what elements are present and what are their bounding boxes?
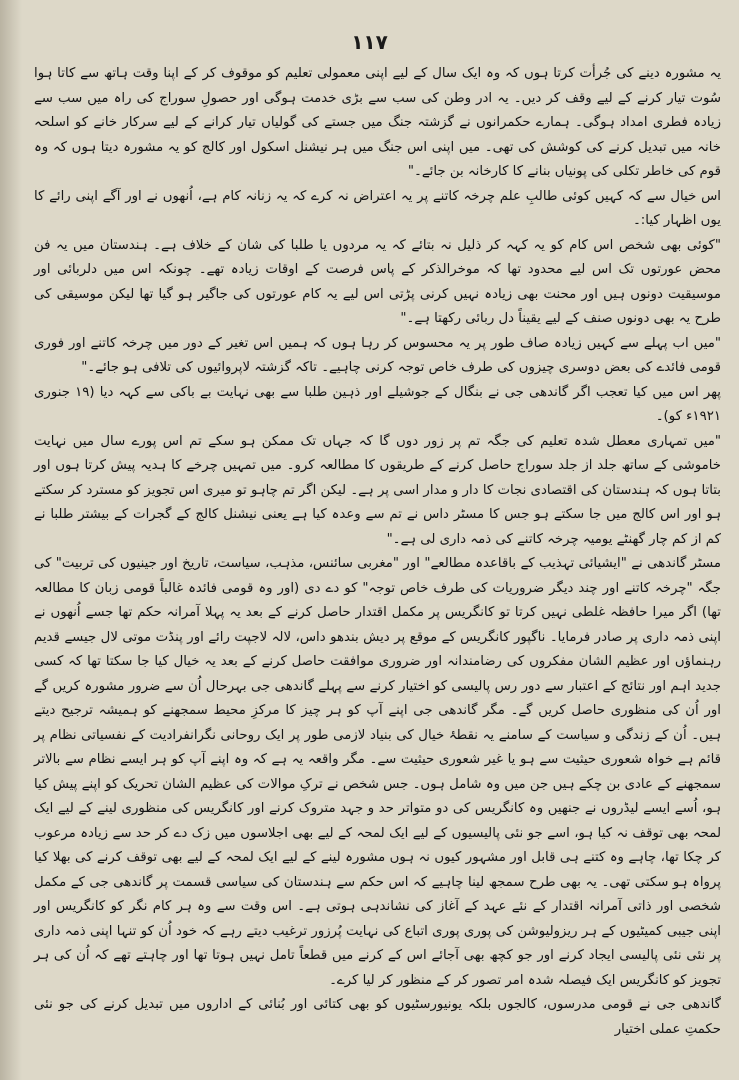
paragraph-3: "کوئی بھی شخص اس کام کو یہ کہہ کر ذلیل نہ بتائے کہ یہ مردوں یا طلبا کی شان کے خلاف ہے۔ ہندستان میں یہ فن محض عورتوں تک اس لیے محدود تھا کہ موخرالذکر کے پاس فرصت کے اوقات زیادہ تھے۔ چونکہ اس میں دلربائی اور موسیقیت دونوں ہیں اور محنت بھی زیادہ نہیں کرنی پڑتی اس لیے یہ کام عورتوں کی جاگیر ہو گیا تھا لیکن موسیقی کی طرح یہ بھی دونوں صنف کے لیے یقیناً دل ربائی رکھتا ہے۔" <box>34 237 721 326</box>
paragraph-8: گاندھی جی نے قومی مدرسوں، کالجوں بلکہ یونیورسٹیوں کو بھی کتائی اور بُنائی کے اداروں میں تبدیل کرنے کی جو نئی حکمتِ عملی اختیار <box>34 997 721 1037</box>
paragraph-1: یہ مشورہ دینے کی جُرأت کرتا ہوں کہ وہ ایک سال کے لیے اپنی معمولی تعلیم کو موقوف کر کے اپنا وقت ہاتھ سے کاتا ہوا سُوت تیار کرنے کے لیے وقف کر دیں۔ یہ ادر وطن کی سب سے بڑی خدمت ہوگی اور حصولِ سوراج کی راہ میں سب سے زیادہ فطری امداد ہوگی۔ ہمارے حکمرانوں نے گزشتہ جنگ میں جستے کی گولیاں تیار کرانے کے لیے سرکار خانے کو اسلحہ خانہ میں تبدیل کرنے کی کوشش کی تھی۔ میں اپنی اس جنگ میں ہر نیشنل اسکول اور کالج کو یہ مشورہ دیتا ہوں کہ وہ قوم کی خاطر تکلی کی پونیاں بنانے کا کارخانہ بن جائے۔" <box>34 66 721 179</box>
paragraph-6: "میں تمہاری معطل شدہ تعلیم کی جگہ تم پر زور دوں گا کہ جہاں تک ممکن ہو سکے تم اس پورے سال میں نہایت خاموشی کے ساتھ جلد از جلد سوراج حاصل کرنے کے طریقوں کا مطالعہ کرو۔ میں تمہیں چرخے کا ہدیہ پیش کرتا ہوں اور بتاتا ہوں کہ ہندستان کی اقتصادی نجات کا دار و مدار اسی پر ہے۔ لیکن اگر تم چاہو تو میری اس تجویز کو مسترد کر سکتے ہو اور اس کالج میں جا سکتے ہو جس کا مسٹر داس نے تم سے وعدہ کیا ہے یعنی نیشنل کالج کے گجرات کے بیشتر طلبا نے کم از کم چار گھنٹے یومیہ چرخہ کاتنے کی ذمہ داری لی ہے۔" <box>34 433 721 547</box>
paragraph-4: "میں اب پہلے سے کہیں زیادہ صاف طور پر یہ محسوس کر رہا ہوں کہ ہمیں اس تغیر کے دور میں چرخہ کاتنے اور فوری قومی فائدے کی بعض دوسری چیزوں کی طرف خاص توجہ کرنی چاہیے۔ تاکہ گزشتہ لاپروائیوں کی تلافی ہو جائے۔" <box>34 335 721 375</box>
body-text <box>34 62 721 1042</box>
paragraph-7: مسٹر گاندھی نے "ایشیائی تہذیب کے باقاعدہ مطالعے" اور "مغربی سائنس، مذہب، سیاست، تاریخ اور جینیوں کی تربیت" کی جگہ "چرخہ کاتنے اور چند دیگر ضروریات کی طرف خاص توجہ" کو دے دی (اور وہ قومی فائدہ غالباً قومی زبان کا مطالعہ تھا) اگر میرا حافظہ غلطی نہیں کرتا تو کانگریس پر مکمل اقتدار حاصل کرنے کے بعد یہ پہلا آمرانہ حکم تھا جسے اُنھوں نے اپنی ذمہ داری پر صادر فرمایا۔ ناگپور کانگریس کے موقع پر دیش بندھو داس، لالہ لاجپت رائے اور پنڈت موتی لال جیسے قدیم رہنماؤں اور عظیم الشان مفکروں کی رضامندانہ اور ضروری موافقت حاصل کرنے کے بعد یہ خیال کیا جا سکتا تھا کہ کسی جدید اہم اور نتائج کے اعتبار سے دور رس پالیسی کو اختیار کرنے سے پہلے گاندھی جی بہرحال اُن سے ضرور مشورہ کریں گے اور اُن کی منظوری حاصل کریں گے۔ مگر گاندھی جی اپنے آپ کو ہر چیز کا مرکزِ محیط سمجھنے کو ہمیشہ ترجیح دیتے ہیں۔ اُن کے زندگی و سیاست کے سامنے یہ نقطۂ خیال کی بنیاد لازمی طور پر ایک روحانی نگرانفرادیت کے نفسیاتی نظام پر قائم ہے خواہ شعوری حیثیت سے ہو یا غیر شعوری حیثیت سے۔ مگر واقعہ یہ ہے کہ وہ اپنے آپ کو ہر ایسے نظام سے بالاتر سمجھنے کے عادی بن چکے ہیں جن میں وہ شامل ہوں۔ جس شخص نے ترکِ موالات کی عظیم الشان تحریک کو اپنے پیش کیا ہو، اُسے ایسے لیڈروں نے جنھیں وہ کانگریس کی دو متواتر حد و جہد متروک کرنے اور کانگریس کی منظوری لینے کے لیے ایک لمحہ بھی توقف نہ کیا ہو، اسے جو نئی پالیسیوں کے لیے ایک لمحہ کے لیے بھی اجلاسوں میں زک دے کر حد سے زیادہ مرعوب کر چکا تھا، چاہے وہ کتنے ہی قابل اور مشہور کیوں نہ ہوں مشورہ لینے کے لیے ایک لمحہ کے لیے بھی توقف کرنے کی بھلا کیا پرواہ ہو سکتی تھی۔ یہ بھی طرح سمجھ لینا چاہیے کہ اس حکم سے ہندستان کی سیاسی قسمت پر گاندھی جی کے مکمل شخصی اور ذاتی آمرانہ اقتدار کے نئے عہد کے آغاز کی نشاندہی ہوتی ہے۔ اس وقت سے وہ ہر کام نگر کو کانگریس اور اپنی جیبی کمیٹیوں کے ہر ریزولیوشن کی پوری پوری اتباع کی نہایت پُرزور ترغیب دیتے رہے کہ خود اُن کو تنہا اپنی ذمہ داری پر نئی نئی پالیسی ایجاد کرنے اور جو کچھ بھی آجائے اس کے کرنے میں قطعاً تامل نہیں ہوتا تھا اور چاہتے تھے کہ اُن کی ہر تجویز کو کانگریس ایک فیصلہ شدہ امر تصور کر کے منظور کر لیا کرے۔ <box>34 556 721 988</box>
paragraph-5: پھر اس میں کیا تعجب اگر گاندھی جی نے بنگال کے جوشیلے اور ذہین طلبا سے بھی نہایت بے باکی سے کہہ دیا (۱۹ جنوری ۱۹۲۱ء کو)۔ <box>34 384 721 424</box>
paragraph-2: اس خیال سے کہ کہیں کوئی طالبِ علم چرخہ کاتنے پر یہ اعتراض نہ کرے کہ یہ زنانہ کام ہے، اُنھوں نے اور آگے اپنی رائے کا یوں اظہار کیا:۔ <box>34 188 721 228</box>
scan-edge-shadow <box>0 0 22 1080</box>
page-number: ۱۱۷ <box>351 30 388 54</box>
